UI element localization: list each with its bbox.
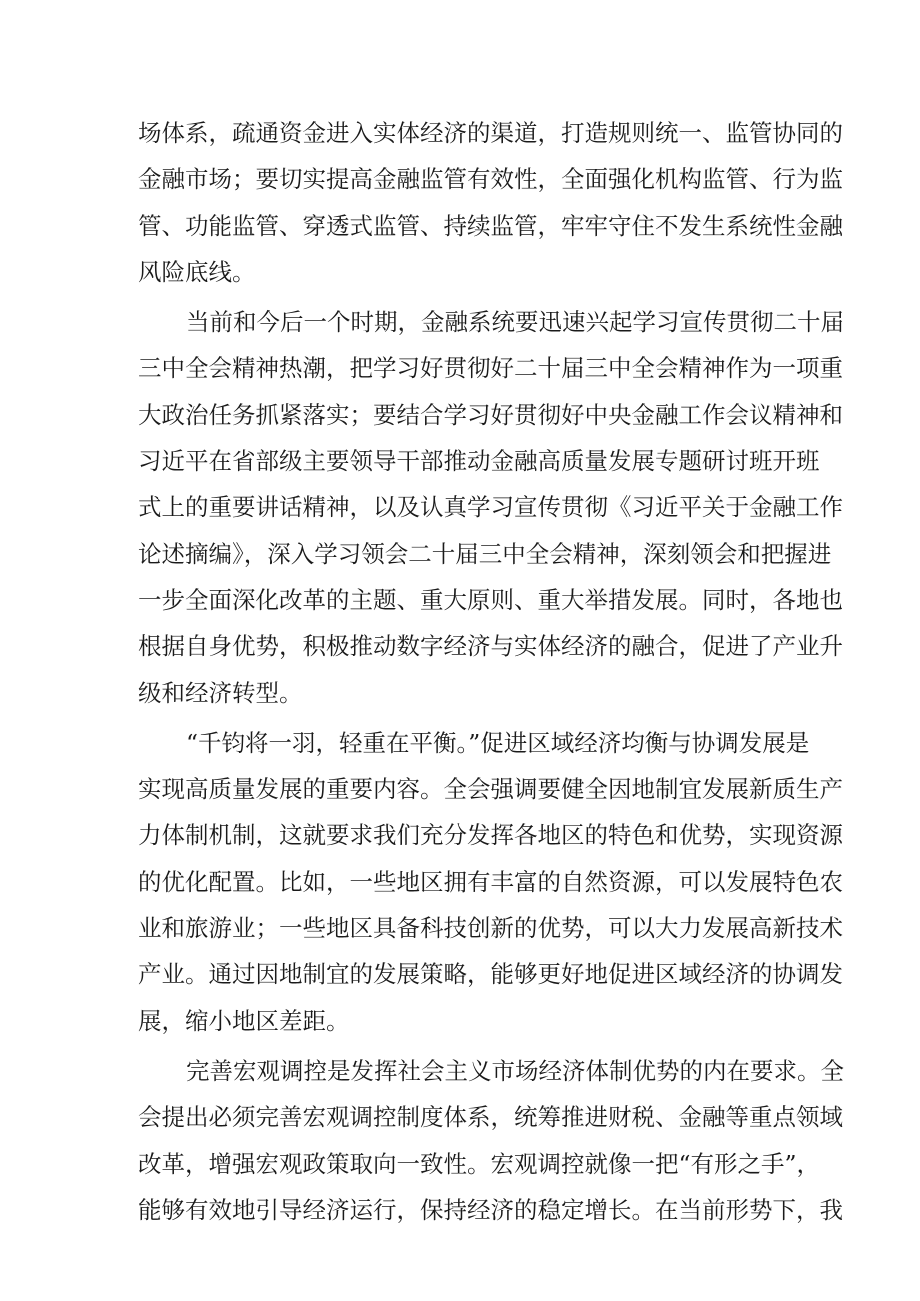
- document-body: [138, 110, 844, 1233]
- text-line: 一步全面深化改革的主题、重大原则、重大举措发展。同时，各地也: [138, 585, 843, 614]
- text-line: 场体系，疏通资金进入实体经济的渠道，打造规则统一、监管协同的: [138, 119, 843, 147]
- text-line: 完善宏观调控是发挥社会主义市场经济体制优势的内在要求。全: [186, 1056, 844, 1085]
- text-line: 改革，增强宏观政策取向一致性。宏观调控就像一把“有形之手”，: [138, 1149, 821, 1178]
- text-line: 实现高质量发展的重要内容。全会强调要健全因地制宜发展新质生产: [138, 775, 843, 804]
- text-line: 大政治任务抓紧落实；要结合学习好贯彻好中央金融工作会议精神和: [138, 400, 843, 429]
- text-line: 会提出必须完善宏观调控制度体系，统筹推进财税、金融等重点领域: [138, 1103, 843, 1132]
- text-line: 当前和今后一个时期，金融系统要迅速兴起学习宣传贯彻二十届: [186, 308, 844, 337]
- text-line: 式上的重要讲话精神，以及认真学习宣传贯彻《习近平关于金融工作: [138, 493, 843, 522]
- text-line: 论述摘编》，深入学习领会二十届三中全会精神，深刻领会和把握进: [138, 539, 832, 568]
- paragraph: [138, 110, 843, 295]
- text-line: 的优化配置。比如，一些地区拥有丰富的自然资源，可以发展特色农: [138, 867, 843, 896]
- text-line: 业和旅游业；一些地区具备科技创新的优势，可以大力发展高新技术: [138, 914, 843, 943]
- text-line: 产业。通过因地制宜的发展策略，能够更好地促进区域经济的协调发: [138, 960, 843, 989]
- text-line: 管、功能监管、穿透式监管、持续监管，牢牢守住不发生系统性金融: [138, 211, 843, 240]
- text-line: 习近平在省部级主要领导干部推动金融高质量发展专题研讨班开班: [138, 447, 820, 476]
- text-line: “千钧将一羽，轻重在平衡。”促进区域经济均衡与协调发展是: [186, 728, 810, 757]
- paragraph: [138, 720, 843, 1044]
- text-line: 展，缩小地区差距。: [138, 1006, 350, 1035]
- text-line: 级和经济转型。: [138, 678, 303, 707]
- paragraph: [138, 299, 844, 716]
- paragraph: [138, 1048, 844, 1233]
- text-line: 能够有效地引导经济运行，保持经济的稳定增长。在当前形势下，我: [138, 1195, 843, 1224]
- text-line: 根据自身优势，积极推动数字经济与实体经济的融合，促进了产业升: [138, 632, 843, 661]
- text-line: 金融市场；要切实提高金融监管有效性，全面强化机构监管、行为监: [138, 165, 843, 194]
- text-line: 风险底线。: [138, 257, 256, 286]
- text-line: 力体制机制，这就要求我们充分发挥各地区的特色和优势，实现资源: [138, 821, 843, 850]
- text-line: 三中全会精神热潮，把学习好贯彻好二十届三中全会精神作为一项重: [138, 354, 843, 383]
